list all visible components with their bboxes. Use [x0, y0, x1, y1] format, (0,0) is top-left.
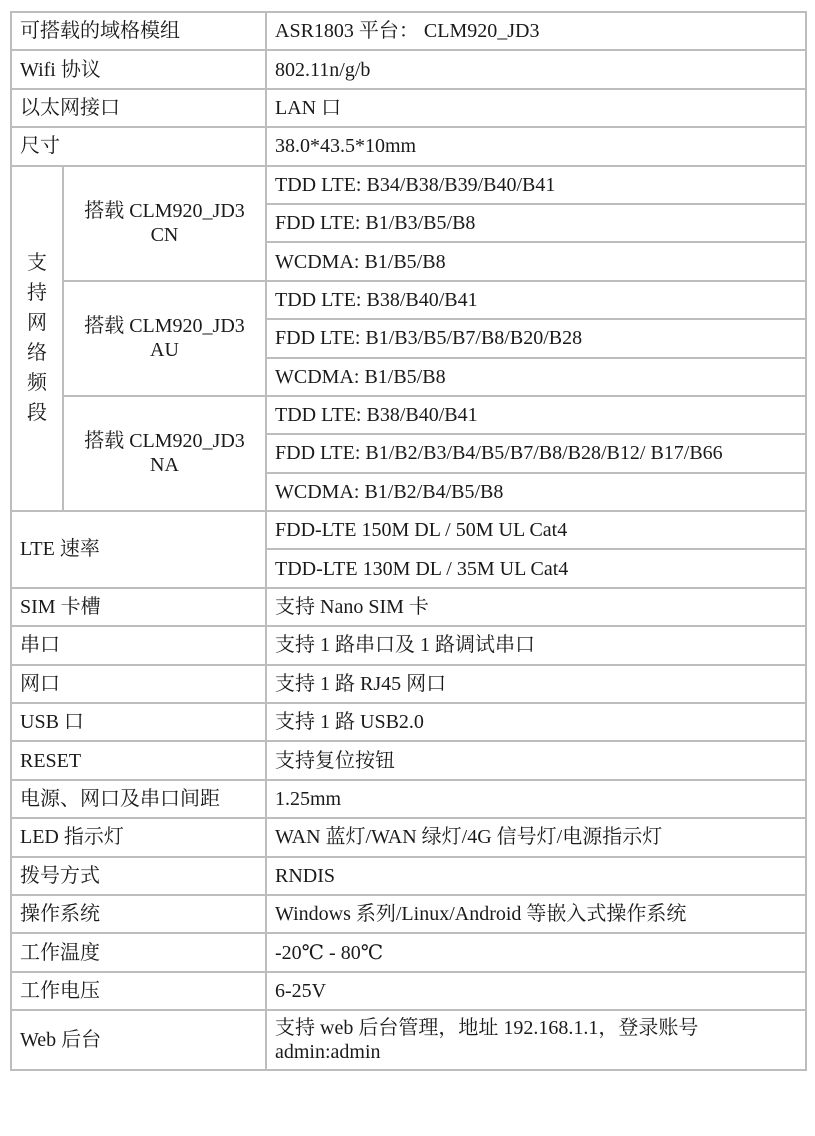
band-item: TDD LTE: B38/B40/B41 — [266, 281, 806, 319]
table-row — [11, 818, 806, 856]
table-row — [11, 511, 806, 549]
row-label: LTE 速率 — [11, 511, 266, 588]
row-value: 1.25mm — [266, 780, 806, 818]
table-row — [11, 703, 806, 741]
band-item: WCDMA: B1/B5/B8 — [266, 242, 806, 280]
table-row — [11, 780, 806, 818]
row-label: 拨号方式 — [11, 857, 266, 895]
table-row — [11, 665, 806, 703]
band-item: WCDMA: B1/B5/B8 — [266, 358, 806, 396]
table-row — [11, 972, 806, 1010]
row-label: 工作电压 — [11, 972, 266, 1010]
table-row — [11, 933, 806, 971]
table-row — [11, 12, 806, 50]
row-label: SIM 卡槽 — [11, 588, 266, 626]
row-value: FDD-LTE 150M DL / 50M UL Cat4 — [266, 511, 806, 549]
band-item: TDD LTE: B38/B40/B41 — [266, 396, 806, 434]
web-value-line1: 支持 web 后台管理，地址 192.168.1.1，登录账号 — [275, 1017, 699, 1040]
row-value: 支持 1 路 USB2.0 — [266, 703, 806, 741]
row-label: Web 后台 — [11, 1010, 266, 1070]
spec-table — [10, 11, 807, 1071]
row-value: 支持复位按钮 — [266, 741, 806, 779]
row-label: Wifi 协议 — [11, 50, 266, 88]
row-label: 可搭载的域格模组 — [11, 12, 266, 50]
table-row — [11, 588, 806, 626]
row-value: 支持 Nano SIM 卡 — [266, 588, 806, 626]
band-item: FDD LTE: B1/B3/B5/B8 — [266, 204, 806, 242]
web-value-line2: admin:admin — [275, 1041, 381, 1064]
table-row — [11, 127, 806, 165]
table-row — [11, 396, 806, 434]
row-value: Windows 系列/Linux/Android 等嵌入式操作系统 — [266, 895, 806, 933]
band-item: FDD LTE: B1/B2/B3/B4/B5/B7/B8/B28/B12/ B17/B66 — [266, 434, 806, 472]
row-label: 电源、网口及串口间距 — [11, 780, 266, 818]
bands-label-cell — [11, 166, 63, 512]
table-row — [11, 857, 806, 895]
row-value: TDD-LTE 130M DL / 35M UL Cat4 — [266, 549, 806, 587]
row-value: 支持 1 路 RJ45 网口 — [266, 665, 806, 703]
table-row — [11, 166, 806, 204]
row-label: 串口 — [11, 626, 266, 664]
table-row — [11, 50, 806, 88]
row-value: -20℃ - 80℃ — [266, 933, 806, 971]
row-value: RNDIS — [266, 857, 806, 895]
row-value: 支持 1 路串口及 1 路调试串口 — [266, 626, 806, 664]
row-label: LED 指示灯 — [11, 818, 266, 856]
row-label: 网口 — [11, 665, 266, 703]
band-group-name: 搭载 CLM920_JD3 AU — [63, 281, 266, 396]
row-label: 尺寸 — [11, 127, 266, 165]
row-value — [266, 1010, 806, 1070]
band-item: WCDMA: B1/B2/B4/B5/B8 — [266, 473, 806, 511]
row-label: 操作系统 — [11, 895, 266, 933]
row-value: 6-25V — [266, 972, 806, 1010]
band-group-name: 搭载 CLM920_JD3 CN — [63, 166, 266, 281]
band-item: FDD LTE: B1/B3/B5/B7/B8/B20/B28 — [266, 319, 806, 357]
row-value: ASR1803 平台： CLM920_JD3 — [266, 12, 806, 50]
row-value: 38.0*43.5*10mm — [266, 127, 806, 165]
row-value: 802.11n/g/b — [266, 50, 806, 88]
row-label: 以太网接口 — [11, 89, 266, 127]
band-group-name: 搭载 CLM920_JD3 NA — [63, 396, 266, 511]
row-value: WAN 蓝灯/WAN 绿灯/4G 信号灯/电源指示灯 — [266, 818, 806, 856]
bands-label: 支持网络频段 — [27, 252, 47, 425]
table-row — [11, 895, 806, 933]
table-row — [11, 1010, 806, 1070]
table-row — [11, 89, 806, 127]
row-value: LAN 口 — [266, 89, 806, 127]
band-item: TDD LTE: B34/B38/B39/B40/B41 — [266, 166, 806, 204]
table-row — [11, 626, 806, 664]
row-label: RESET — [11, 741, 266, 779]
row-label: USB 口 — [11, 703, 266, 741]
table-row — [11, 741, 806, 779]
row-label: 工作温度 — [11, 933, 266, 971]
table-row — [11, 281, 806, 319]
